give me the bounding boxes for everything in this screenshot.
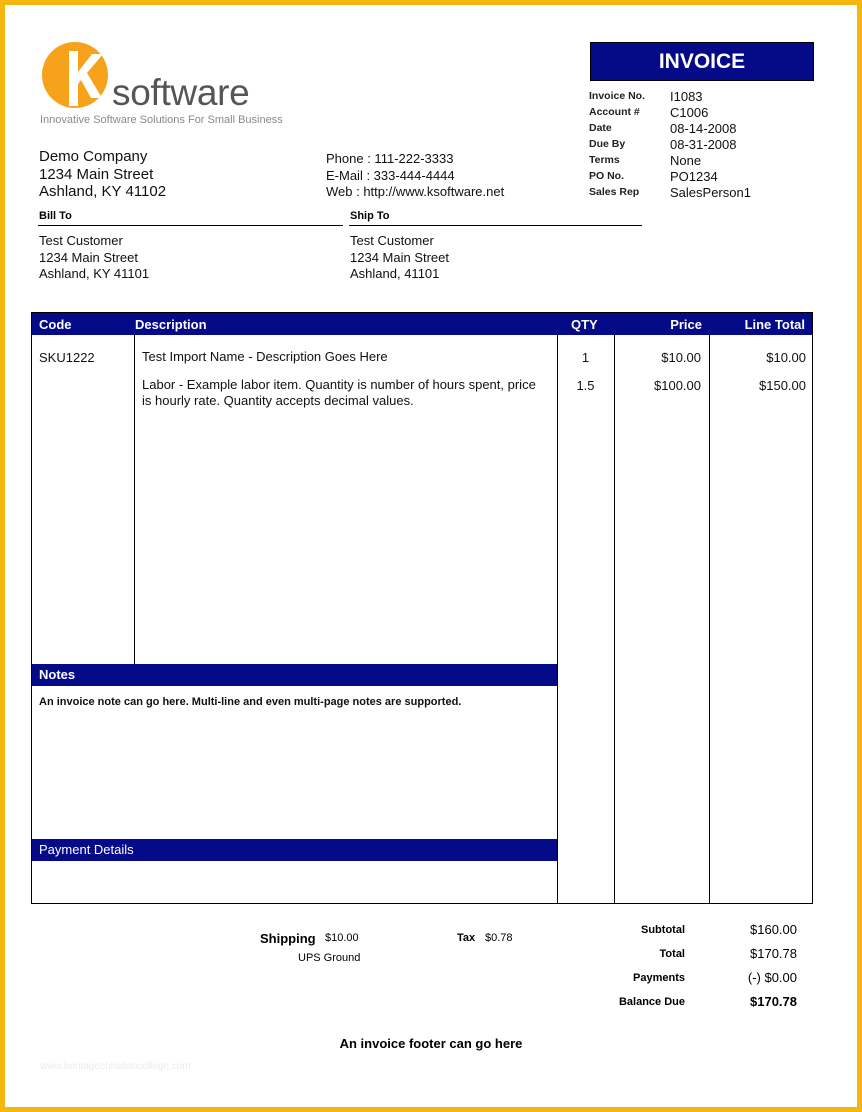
- shipping-label: Shipping: [260, 931, 316, 946]
- header-price: Price: [670, 317, 702, 332]
- company-address: [39, 148, 166, 201]
- meta-value: SalesPerson1: [670, 185, 751, 200]
- bill-to-line: Test Customer: [39, 233, 123, 248]
- company-name: Demo Company: [39, 148, 148, 165]
- row-description: Labor - Example labor item. Quantity is number of hours spent, price is hourly rate. Quantity accepts decimal values.: [142, 377, 536, 408]
- company-city: Ashland, KY 41102: [39, 183, 167, 200]
- ship-to-line: Ashland, 41101: [350, 266, 440, 281]
- column-divider: [709, 335, 710, 903]
- bill-to-line: 1234 Main Street: [39, 249, 139, 265]
- row-line-total: $150.00: [759, 378, 806, 393]
- notes-heading: Notes: [32, 664, 557, 686]
- row-price: $100.00: [654, 378, 701, 393]
- meta-label: Due By: [589, 138, 626, 150]
- invoice-footer: An invoice footer can go here: [339, 1036, 523, 1051]
- meta-value: C1006: [670, 105, 709, 120]
- ship-to-line: 1234 Main Street: [350, 249, 450, 265]
- column-divider: [134, 335, 135, 664]
- tax-label: Tax: [457, 932, 476, 944]
- header-description: Description: [135, 317, 207, 332]
- bill-to-divider: [38, 225, 343, 226]
- meta-value: 08-31-2008: [670, 137, 737, 152]
- row-qty: 1: [581, 350, 590, 365]
- invoice-title: INVOICE: [590, 42, 814, 81]
- meta-label: PO No.: [589, 170, 625, 182]
- meta-label: Date: [589, 122, 612, 134]
- row-description: Test Import Name - Description Goes Here: [142, 349, 388, 364]
- company-street: 1234 Main Street: [39, 165, 154, 183]
- notes-text: An invoice note can go here. Multi-line and even multi-page notes are supported.: [39, 696, 462, 708]
- row-price: $10.00: [661, 350, 701, 365]
- balance-due-label: Balance Due: [618, 996, 685, 1008]
- meta-value: 08-14-2008: [670, 121, 737, 136]
- company-web: Web : http://www.ksoftware.net: [326, 184, 505, 199]
- meta-label: Account #: [589, 106, 640, 118]
- ship-to-address: [350, 233, 449, 283]
- balance-due-value: $170.78: [750, 994, 797, 1009]
- ship-to-heading: Ship To: [350, 210, 390, 222]
- brand-tagline: Innovative Software Solutions For Small Business: [40, 114, 283, 126]
- ksoftware-logo-icon: [42, 42, 108, 108]
- column-divider: [557, 335, 558, 903]
- header-line-total: Line Total: [744, 317, 805, 332]
- total-value: $170.78: [750, 946, 797, 961]
- company-phone: Phone : 111-222-3333: [326, 151, 454, 166]
- row-code: SKU1222: [39, 350, 95, 365]
- bill-to-heading: Bill To: [39, 210, 72, 222]
- shipping-value: $10.00: [325, 932, 359, 944]
- ship-to-line: Test Customer: [350, 233, 434, 248]
- table-header: [32, 313, 812, 335]
- meta-value: None: [670, 153, 702, 168]
- company-email: E-Mail : 333-444-4444: [326, 167, 455, 183]
- subtotal-label: Subtotal: [641, 924, 685, 936]
- payments-label: Payments: [633, 972, 685, 984]
- row-line-total: $10.00: [766, 350, 806, 365]
- bill-to-line: Ashland, KY 41101: [39, 266, 150, 281]
- meta-value: I1083: [670, 89, 703, 104]
- ship-to-divider: [349, 225, 642, 226]
- watermark: www.heritagechristiancollege.com: [40, 1061, 191, 1072]
- meta-label: Sales Rep: [589, 186, 640, 198]
- shipping-method: UPS Ground: [298, 952, 361, 964]
- row-qty: 1.5: [576, 378, 595, 393]
- payments-value: (-) $0.00: [747, 970, 797, 985]
- bill-to-address: [39, 233, 149, 283]
- meta-label: Terms: [589, 154, 620, 166]
- header-code: Code: [39, 317, 72, 332]
- tax-value: $0.78: [485, 932, 513, 944]
- brand-name: software: [112, 72, 250, 113]
- meta-label: Invoice No.: [589, 90, 646, 102]
- payment-details-heading: Payment Details: [32, 839, 557, 861]
- total-label: Total: [659, 948, 685, 960]
- meta-value: PO1234: [670, 169, 718, 184]
- subtotal-value: $160.00: [750, 922, 797, 937]
- company-contact: [326, 151, 504, 201]
- header-qty: QTY: [571, 317, 598, 332]
- column-divider: [614, 335, 615, 903]
